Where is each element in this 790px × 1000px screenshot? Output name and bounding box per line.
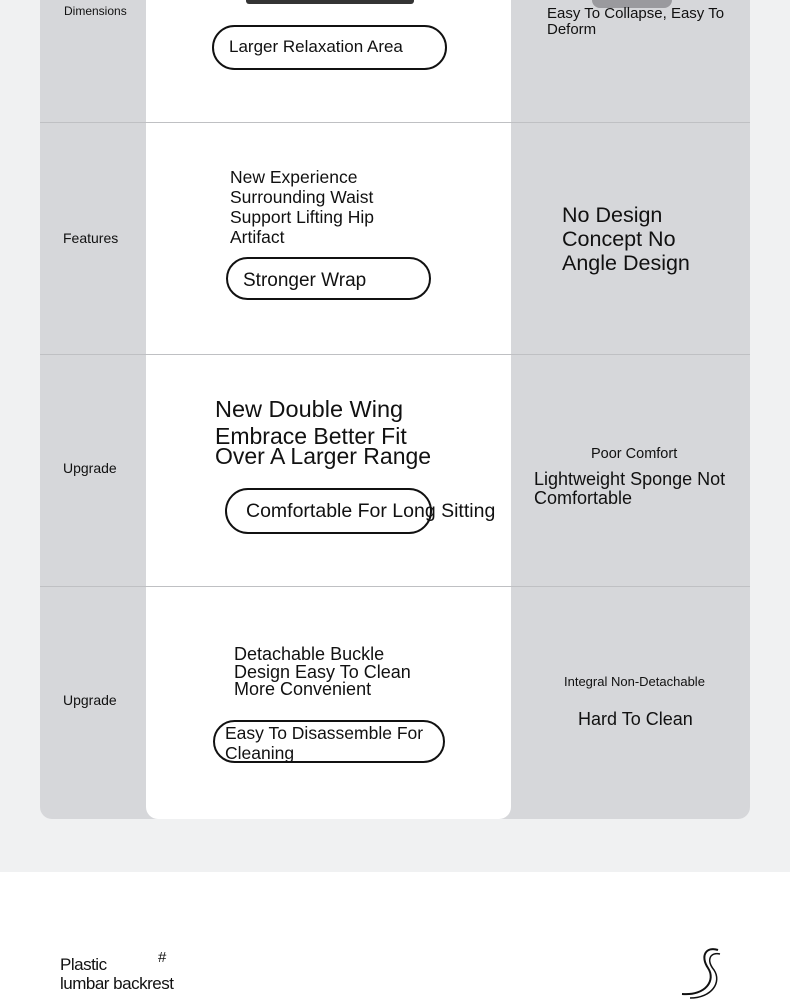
- hash-symbol: #: [158, 949, 167, 966]
- row-label-upgrade-2: Upgrade: [63, 692, 117, 708]
- features-description: New Experience Surrounding Waist Support Lifting Hip Artifact: [230, 167, 374, 247]
- row-label-dimensions: Dimensions: [64, 4, 127, 18]
- right-text-features: No Design Concept No Angle Design: [562, 203, 690, 275]
- footer-section: [0, 872, 790, 1000]
- right-text-dimensions: Easy To Collapse, Easy To Deform: [547, 5, 725, 38]
- chinese-heading-cropped-image: [246, 0, 414, 4]
- poor-comfort-title: Poor Comfort: [591, 446, 678, 462]
- footer-title-line1: Plastic: [60, 955, 107, 974]
- lumbar-curve-icon: [676, 946, 728, 1000]
- row-divider: [40, 586, 750, 587]
- row-divider: [40, 122, 750, 123]
- comfortable-long-sitting-pill: Comfortable For Long Sitting: [225, 488, 432, 534]
- footer-title-line2: lumbar backrest: [60, 974, 174, 993]
- double-wing-title: New Double Wing: [215, 396, 404, 422]
- easy-disassemble-pill: Easy To Disassemble For Cleaning: [213, 720, 445, 763]
- detachable-description: Detachable Buckle Design Easy To Clean More Convenient: [234, 644, 411, 699]
- row-label-upgrade: Upgrade: [63, 460, 117, 476]
- row-label-features: Features: [63, 230, 119, 246]
- double-wing-description: Embrace Better Fit Over A Larger Range: [215, 423, 432, 469]
- row-divider: [40, 354, 750, 355]
- larger-relaxation-area-pill: Larger Relaxation Area: [212, 25, 447, 70]
- stronger-wrap-pill: Stronger Wrap: [226, 257, 431, 300]
- integral-non-detachable-title: Integral Non-Detachable: [564, 674, 705, 689]
- hard-to-clean-text: Hard To Clean: [578, 709, 693, 729]
- right-text-upgrade-sponge: Lightweight Sponge Not Comfortable: [534, 469, 726, 508]
